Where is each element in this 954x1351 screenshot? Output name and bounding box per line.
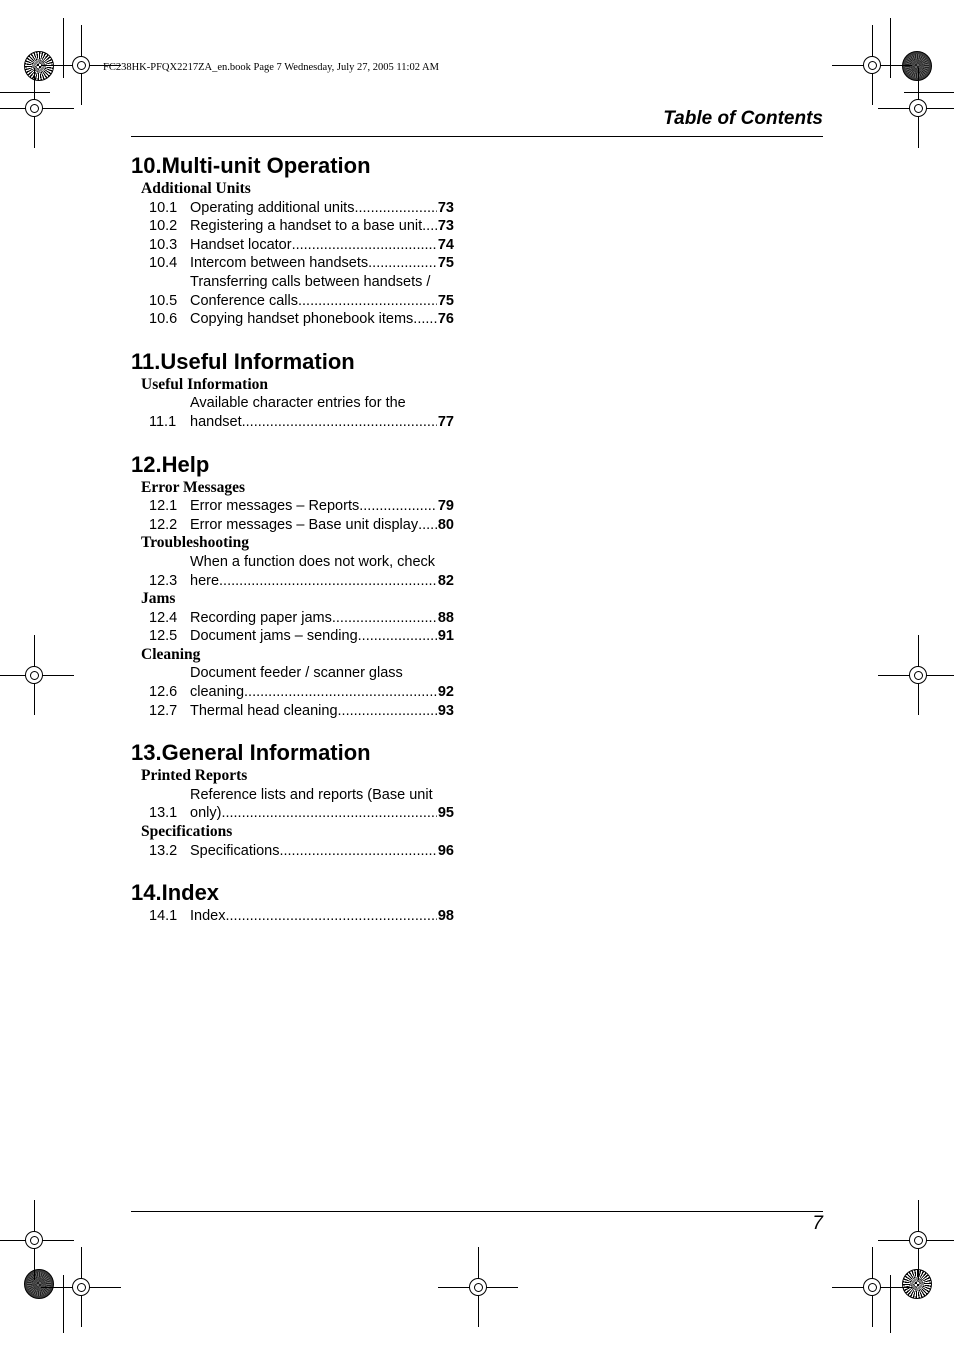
page-reference[interactable]: 92	[437, 684, 454, 701]
crop-mark	[904, 92, 954, 93]
dot-leader	[368, 254, 437, 273]
entry-title: Document jams – sending	[190, 628, 358, 645]
page-reference[interactable]: 73	[437, 218, 454, 235]
entry-number: 10.5	[149, 292, 178, 309]
entry-number: 12.3	[149, 572, 178, 589]
entry-title-continued: only)	[190, 805, 222, 822]
crop-mark	[63, 18, 64, 78]
page-reference[interactable]: 75	[437, 292, 454, 309]
entry-title: Handset locator	[190, 236, 292, 253]
toc-entry[interactable]	[149, 236, 454, 255]
section-group-heading: Jams	[141, 590, 176, 608]
toc-entry[interactable]	[149, 702, 454, 721]
crop-mark	[0, 92, 50, 93]
entry-title-continued: here	[190, 572, 220, 589]
page-number: 7	[812, 1213, 823, 1234]
page-reference[interactable]: 75	[437, 255, 454, 272]
toc-entry[interactable]	[149, 273, 454, 310]
entry-title: Transferring calls between handsets /	[190, 273, 431, 290]
toc-entry[interactable]	[149, 786, 454, 823]
entry-number: 12.5	[149, 628, 178, 645]
entry-number: 10.4	[149, 255, 178, 272]
toc-entry[interactable]	[149, 254, 454, 273]
toc-entry[interactable]	[149, 310, 454, 329]
entry-title: Operating additional units	[190, 199, 355, 216]
section-group-heading: Additional Units	[141, 180, 251, 197]
registration-star-icon	[24, 51, 54, 81]
section-group-heading: Error Messages	[141, 478, 246, 496]
section-group-heading: Troubleshooting	[141, 534, 249, 552]
entry-number: 12.7	[149, 702, 178, 719]
toc-entry[interactable]	[149, 609, 454, 628]
dot-leader	[413, 310, 437, 329]
page-reference[interactable]: 79	[437, 498, 454, 515]
entry-number: 12.2	[149, 516, 178, 533]
entry-title-continued: cleaning	[190, 684, 245, 701]
toc-entry[interactable]	[149, 394, 454, 431]
dot-leader	[219, 572, 437, 591]
entry-title: Thermal head cleaning	[190, 702, 338, 719]
footer-rule	[131, 1211, 823, 1212]
toc-entry[interactable]	[149, 907, 454, 926]
chapter-title[interactable]: 12.Help	[131, 451, 210, 477]
entry-title-continued: handset	[190, 413, 242, 430]
entry-title: Specifications	[190, 842, 280, 859]
dot-leader	[242, 413, 437, 432]
page-reference[interactable]: 98	[437, 908, 454, 925]
page-reference[interactable]: 76	[437, 311, 454, 328]
page-reference[interactable]: 88	[437, 609, 454, 626]
entry-title-continued: Conference calls	[190, 292, 298, 309]
registration-star-icon	[24, 1269, 54, 1299]
page-reference[interactable]: 74	[437, 236, 454, 253]
crop-mark	[890, 1275, 891, 1333]
entry-number: 10.3	[149, 236, 178, 253]
chapter-title[interactable]: 10.Multi-unit Operation	[131, 153, 371, 178]
section-group-heading: Printed Reports	[141, 767, 248, 785]
chapter-title[interactable]: 13.General Information	[131, 740, 371, 766]
entry-number: 13.2	[149, 842, 178, 859]
dot-leader	[359, 497, 437, 516]
page-reference[interactable]: 95	[437, 805, 454, 822]
dot-leader	[338, 702, 437, 721]
dot-leader	[422, 217, 437, 236]
chapter-title[interactable]: 14.Index	[131, 880, 220, 906]
entry-title: Recording paper jams	[190, 609, 332, 626]
registration-star-icon	[902, 1269, 932, 1299]
registration-star-icon	[902, 51, 932, 81]
page-reference[interactable]: 80	[437, 516, 454, 533]
toc-entry[interactable]	[149, 516, 454, 535]
dot-leader	[279, 842, 436, 861]
entry-title: Available character entries for the	[190, 395, 406, 412]
entry-number: 10.2	[149, 218, 178, 235]
crop-mark	[890, 18, 891, 78]
entry-number: 12.4	[149, 609, 178, 626]
dot-leader	[418, 516, 437, 535]
table-of-contents	[131, 152, 461, 926]
dot-leader	[225, 907, 436, 926]
entry-number: 13.1	[149, 805, 178, 822]
toc-entry[interactable]	[149, 842, 454, 861]
entry-number: 10.6	[149, 311, 178, 328]
toc-entry[interactable]	[149, 497, 454, 516]
toc-entry[interactable]	[149, 199, 454, 218]
print-info: FC238HK-PFQX2217ZA_en.book Page 7 Wednesday, July 27, 2005 11:02 AM	[103, 62, 439, 73]
toc-entry[interactable]	[149, 217, 454, 236]
dot-leader	[244, 683, 437, 702]
header-rule	[131, 136, 823, 137]
entry-number: 12.6	[149, 684, 178, 701]
toc-entry[interactable]	[149, 627, 454, 646]
dot-leader	[221, 804, 436, 823]
entry-number: 12.1	[149, 498, 178, 515]
entry-title: Index	[190, 908, 226, 925]
page-reference[interactable]: 96	[437, 842, 454, 859]
dot-leader	[332, 609, 437, 628]
entry-title: Copying handset phonebook items	[190, 311, 414, 328]
chapter-title[interactable]: 11.Useful Information	[131, 348, 355, 374]
entry-title: Intercom between handsets	[190, 255, 369, 272]
section-group-heading: Cleaning	[141, 645, 201, 663]
dot-leader	[358, 627, 437, 646]
section-group-heading: Useful Information	[141, 375, 269, 393]
entry-number: 10.1	[149, 199, 178, 216]
page-header-title: Table of Contents	[663, 108, 823, 129]
page-reference[interactable]: 77	[437, 413, 454, 430]
dot-leader	[354, 199, 436, 218]
entry-title: Reference lists and reports (Base unit	[190, 786, 433, 803]
entry-title: Error messages – Reports	[190, 498, 360, 515]
page-reference[interactable]: 82	[437, 572, 454, 589]
page-reference[interactable]: 93	[437, 702, 454, 719]
dot-leader	[292, 236, 437, 255]
page-reference[interactable]: 73	[437, 199, 454, 216]
entry-number: 14.1	[149, 908, 178, 925]
entry-title: Registering a handset to a base unit	[190, 218, 423, 235]
entry-title: When a function does not work, check	[190, 553, 436, 570]
page-reference[interactable]: 91	[437, 628, 454, 645]
entry-title: Error messages – Base unit display	[190, 516, 419, 533]
section-group-heading: Specifications	[141, 823, 233, 841]
toc-entry[interactable]	[149, 553, 454, 590]
crop-mark	[63, 1275, 64, 1333]
dot-leader	[298, 292, 437, 311]
entry-number: 11.1	[149, 413, 177, 430]
toc-entry[interactable]	[149, 664, 454, 701]
entry-title: Document feeder / scanner glass	[190, 665, 403, 682]
